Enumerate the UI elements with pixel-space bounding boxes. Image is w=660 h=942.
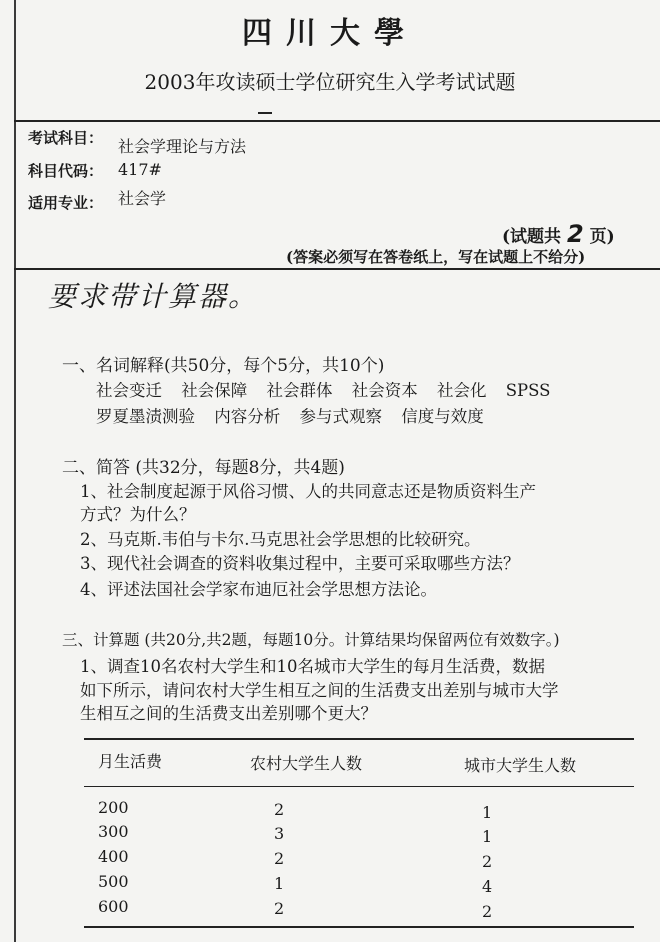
major-value: 社会学 bbox=[118, 189, 167, 208]
section1-terms-line2: 罗夏墨渍测验 内容分析 参与式观察 信度与效度 bbox=[96, 407, 484, 426]
table-cell: 2 bbox=[274, 849, 285, 868]
section2-q1-line1: 1、社会制度起源于风俗习惯、人的共同意志还是物质资料生产 bbox=[80, 482, 536, 501]
code-label: 科目代码： bbox=[28, 162, 104, 180]
table-header-monthly: 月生活费 bbox=[98, 752, 163, 771]
table-cell: 3 bbox=[274, 824, 285, 843]
section2-heading: 二、简答 (共32分，每题8分，共4题) bbox=[62, 458, 345, 478]
table-cell: 400 bbox=[98, 847, 129, 866]
section2-q4: 4、评述法国社会学家布迪厄社会学思想方法论。 bbox=[80, 580, 437, 599]
section1-heading: 一、名词解释(共50分，每个5分，共10个) bbox=[62, 356, 385, 376]
table-cell: 2 bbox=[274, 899, 285, 918]
page-count-suffix: 页) bbox=[589, 227, 615, 247]
table-cell: 200 bbox=[98, 798, 129, 817]
table-cell: 300 bbox=[98, 822, 129, 841]
table-cell: 2 bbox=[274, 800, 285, 819]
section2-q3: 3、现代社会调查的资料收集过程中，主要可采取哪些方法？ bbox=[80, 554, 520, 573]
table-cell: 1 bbox=[482, 803, 493, 822]
page-count-number: 2 bbox=[566, 220, 584, 248]
subject-label: 考试科目： bbox=[28, 129, 104, 147]
table-cell: 1 bbox=[274, 874, 285, 893]
table-top-rule bbox=[84, 738, 634, 740]
table-cell: 2 bbox=[482, 852, 493, 871]
section2-q1-line2: 方式？为什么？ bbox=[80, 505, 196, 524]
section3-q1-line2: 如下所示，请问农村大学生相互之间的生活费支出差别与城市大学 bbox=[80, 681, 559, 700]
page-count-prefix: (试题共 bbox=[502, 227, 562, 247]
note-divider bbox=[14, 268, 660, 270]
table-cell: 2 bbox=[482, 902, 493, 921]
subject-value: 社会学理论与方法 bbox=[118, 137, 247, 156]
header-divider bbox=[14, 120, 660, 122]
table-cell: 500 bbox=[98, 872, 129, 891]
table-cell: 4 bbox=[482, 877, 493, 896]
table-header-urban: 城市大学生人数 bbox=[464, 756, 577, 775]
page-edge-line bbox=[14, 0, 16, 942]
section1-terms-line1: 社会变迁 社会保障 社会群体 社会资本 社会化 SPSS bbox=[96, 381, 551, 400]
table-cell: 600 bbox=[98, 897, 129, 916]
page-count bbox=[502, 220, 615, 248]
section3-heading: 三、计算题 (共20分,共2题，每题10分。计算结果均保留两位有效数字。) bbox=[62, 631, 560, 649]
university-logo: 四川大學 bbox=[242, 16, 418, 51]
title-dash bbox=[258, 112, 272, 114]
table-header-rural: 农村大学生人数 bbox=[250, 754, 363, 773]
section3-q1-line1: 1、调查10名农村大学生和10名城市大学生的每月生活费，数据 bbox=[80, 657, 545, 676]
table-cell: 1 bbox=[482, 827, 493, 846]
answer-note: (答案必须写在答卷纸上，写在试题上不给分) bbox=[286, 248, 586, 266]
handwritten-note: 要求带计算器。 bbox=[48, 280, 259, 313]
exam-title: 2003年攻读硕士学位研究生入学考试试题 bbox=[144, 70, 516, 94]
section2-q2: 2、马克斯.韦伯与卡尔.马克思社会学思想的比较研究。 bbox=[80, 530, 481, 549]
section3-q1-line3: 生相互之间的生活费支出差别哪个更大？ bbox=[80, 704, 377, 723]
major-label: 适用专业： bbox=[28, 194, 104, 212]
code-value: 417# bbox=[118, 160, 162, 179]
table-header-rule bbox=[84, 786, 634, 787]
table-bottom-rule bbox=[84, 926, 634, 928]
